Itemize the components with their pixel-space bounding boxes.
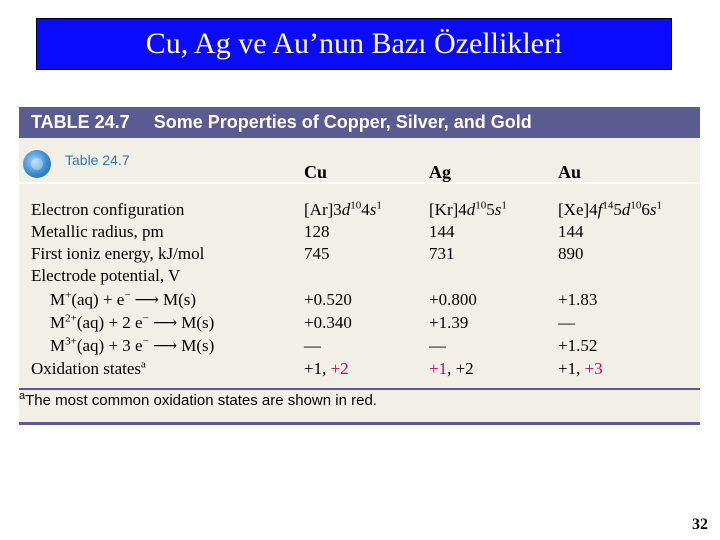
table-end-rule [19,422,700,425]
cu-radius: 128 [304,222,330,241]
table-row-half-reaction-1 [19,289,700,311]
slide-title-banner [36,18,672,70]
row-label: Electron configuration [31,200,185,219]
page-number: 32 [692,516,708,533]
ag-oxidation: +1, +2 [429,359,474,378]
column-header-ag: Ag [429,162,451,182]
au-radius: 144 [558,222,584,241]
column-header-au: Au [558,162,582,182]
ag-ionization: 731 [429,244,455,263]
au-potential: +1.52 [558,336,598,355]
row-label: Oxidation states$^a$ [31,358,146,378]
header-rule [19,182,700,184]
table-number: TABLE 24.7 [31,112,130,132]
table-body-rule [19,388,700,390]
row-label: Metallic radius, pm [31,222,164,241]
cu-potential: +0.340 [304,313,352,332]
ag-potential: +1.39 [429,313,469,332]
cu-potential: +0.520 [304,290,352,309]
media-disc-icon[interactable] [23,150,51,178]
au-potential: +1.83 [558,290,598,309]
table-row-half-reaction-2 [19,312,700,334]
table-row-radius [19,221,700,243]
cu-oxidation: +1, +2 [304,359,349,378]
table-footnote: $^a$The most common oxidation states are shown in red. [19,390,377,409]
row-label: Electrode potential, V [31,266,181,285]
ag-potential: — [429,336,446,355]
ag-potential: +0.800 [429,290,477,309]
ag-electron-config: $[Kr]4d^{10}5s^1$ [429,199,507,219]
ag-radius: 144 [429,222,455,241]
table-row-electron-config [19,199,700,221]
au-potential: — [558,313,575,332]
table-row-ionization [19,243,700,265]
au-electron-config: $[Xe]4f^{14}5d^{10}6s^1$ [558,199,663,219]
table-link[interactable]: Table 24.7 [65,152,130,168]
properties-table [19,107,700,425]
table-row-oxidation [19,358,700,380]
table-title: Some Properties of Copper, Silver, and Gold [153,112,532,132]
half-reaction-label: $M^{2+}(aq) + 2$ e− ⟶ M(s) [50,312,215,332]
table-header-bar [19,107,700,138]
half-reaction-label: M+(aq) + e− ⟶ M(s) [50,289,197,309]
half-reaction-label: $M^{3+}(aq) + 3$ e− ⟶ M(s) [50,335,215,355]
column-header-cu: Cu [304,162,328,182]
table-row-half-reaction-3 [19,335,700,357]
slide-title: Cu, Ag ve Au’nun Bazı Özellikleri [145,27,563,60]
cu-ionization: 745 [304,244,330,263]
cu-electron-config: $[Ar]3d^{10}4s^1$ [304,199,382,219]
row-label: First ioniz energy, kJ/mol [31,244,205,263]
au-ionization: 890 [558,244,584,263]
cu-potential: — [304,336,321,355]
table-subheader [19,138,700,182]
table-row-electrode [19,265,700,287]
au-oxidation: +1, +3 [558,359,603,378]
